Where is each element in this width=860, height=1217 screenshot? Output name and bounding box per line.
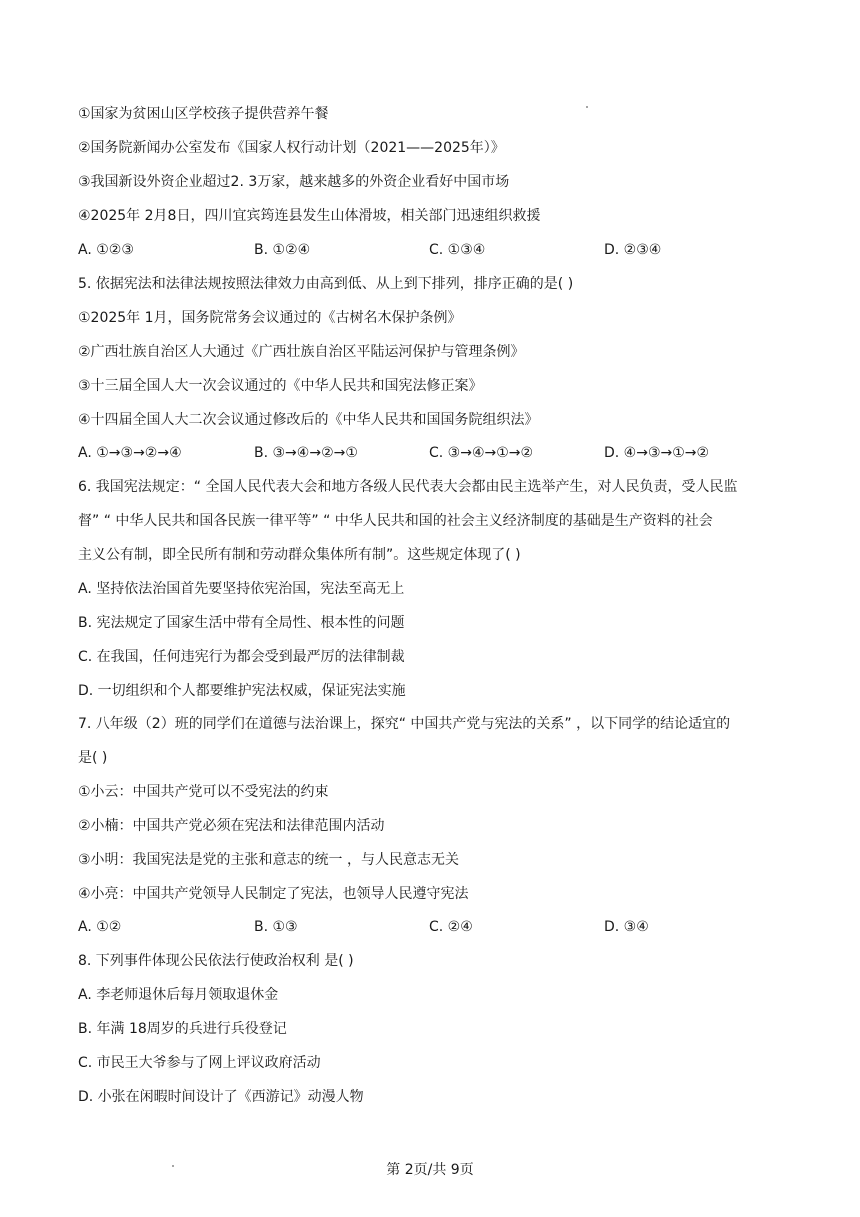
q7-item-3: ③小明：我国宪法是党的主张和意志的统一 ，与人民意志无关 [78,852,459,868]
q4-option-d: D. ②③④ [604,242,662,258]
q4-option-b: B. ①②④ [254,242,311,258]
q7-option-c: C. ②④ [429,919,473,935]
q5-option-c: C. ③→④→①→② [429,445,534,461]
q4-item-2: ②国务院新闻办公室发布《国家人权行动计划（2021——2025年）》 [78,140,505,156]
q4-option-a: A. ①②③ [78,242,134,258]
q6-stem-line-2: 督” “ 中华人民共和国各民族一律平等” “ 中华人民共和国的社会主义经济制度的基础是生产资料的社会 [78,513,713,529]
q7-item-4: ④小亮：中国共产党领导人民制定了宪法，也领导人民遵守宪法 [78,886,469,902]
q5-item-1: ①2025年 1月，国务院常务会议通过的《古树名木保护条例》 [78,310,462,326]
q8-option-b: B. 年满 18周岁的兵进行兵役登记 [78,1021,287,1037]
q8-option-c: C. 市民王大爷参与了网上评议政府活动 [78,1055,321,1071]
q5-option-a: A. ①→③→②→④ [78,445,182,461]
q5-option-b: B. ③→④→②→① [254,445,358,461]
q4-item-4: ④2025年 2月8日，四川宜宾筠连县发生山体滑坡，相关部门迅速组织救援 [78,208,541,224]
q5-stem: 5. 依据宪法和法律法规按照法律效力由高到低、从上到下排列，排序正确的是( ) [78,276,574,292]
q4-options [78,240,798,260]
q8-stem: 8. 下列事件体现公民依法行使政治权利 是( ) [78,953,354,969]
q7-item-1: ①小云：中国共产党可以不受宪法的约束 [78,784,329,800]
q7-stem-line-1: 7. 八年级（2）班的同学们在道德与法治课上，探究“ 中国共产党与宪法的关系” ，以下同学的结论适宜的 [78,716,731,732]
q4-item-3: ③我国新设外资企业超过2. 3万家，越来越多的外资企业看好中国市场 [78,174,510,190]
q7-item-2: ②小楠：中国共产党必须在宪法和法律范围内活动 [78,818,385,834]
q7-stem-line-2: 是( ) [78,750,108,766]
scan-speck [172,1165,174,1167]
q6-option-a: A. 坚持依法治国首先要坚持依宪治国，宪法至高无上 [78,581,405,597]
q6-stem-line-3: 主义公有制，即全民所有制和劳动群众集体所有制”。这些规定体现了( ) [78,547,521,563]
q5-item-3: ③十三届全国人大一次会议通过的《中华人民共和国宪法修正案》 [78,378,483,394]
q7-option-a: A. ①② [78,919,122,935]
page-number-footer: 第 2页/共 9页 [386,1162,474,1178]
q5-item-4: ④十四届全国人大二次会议通过修改后的《中华人民共和国国务院组织法》 [78,412,539,428]
q8-option-a: A. 李老师退休后每月领取退休金 [78,987,279,1003]
q4-item-1: ①国家为贫困山区学校孩子提供营养午餐 [78,106,329,122]
q6-option-b: B. 宪法规定了国家生活中带有全局性、根本性的问题 [78,615,405,631]
q7-option-b: B. ①③ [254,919,298,935]
q6-stem-line-1: 6. 我国宪法规定：“ 全国人民代表大会和地方各级人民代表大会都由民主选举产生，对人民负责，受人民监 [78,479,738,495]
q8-option-d: D. 小张在闲暇时间设计了《西游记》动漫人物 [78,1089,364,1105]
q5-options [78,443,798,463]
q5-item-2: ②广西壮族自治区人大通过《广西壮族自治区平陆运河保护与管理条例》 [78,344,525,360]
q4-option-c: C. ①③④ [429,242,486,258]
q6-option-d: D. 一切组织和个人都要维护宪法权威，保证宪法实施 [78,683,406,699]
q7-options [78,917,798,937]
q6-option-c: C. 在我国，任何违宪行为都会受到最严厉的法律制裁 [78,649,405,665]
q5-option-d: D. ④→③→①→② [604,445,710,461]
scan-speck [586,106,588,108]
q7-option-d: D. ③④ [604,919,649,935]
